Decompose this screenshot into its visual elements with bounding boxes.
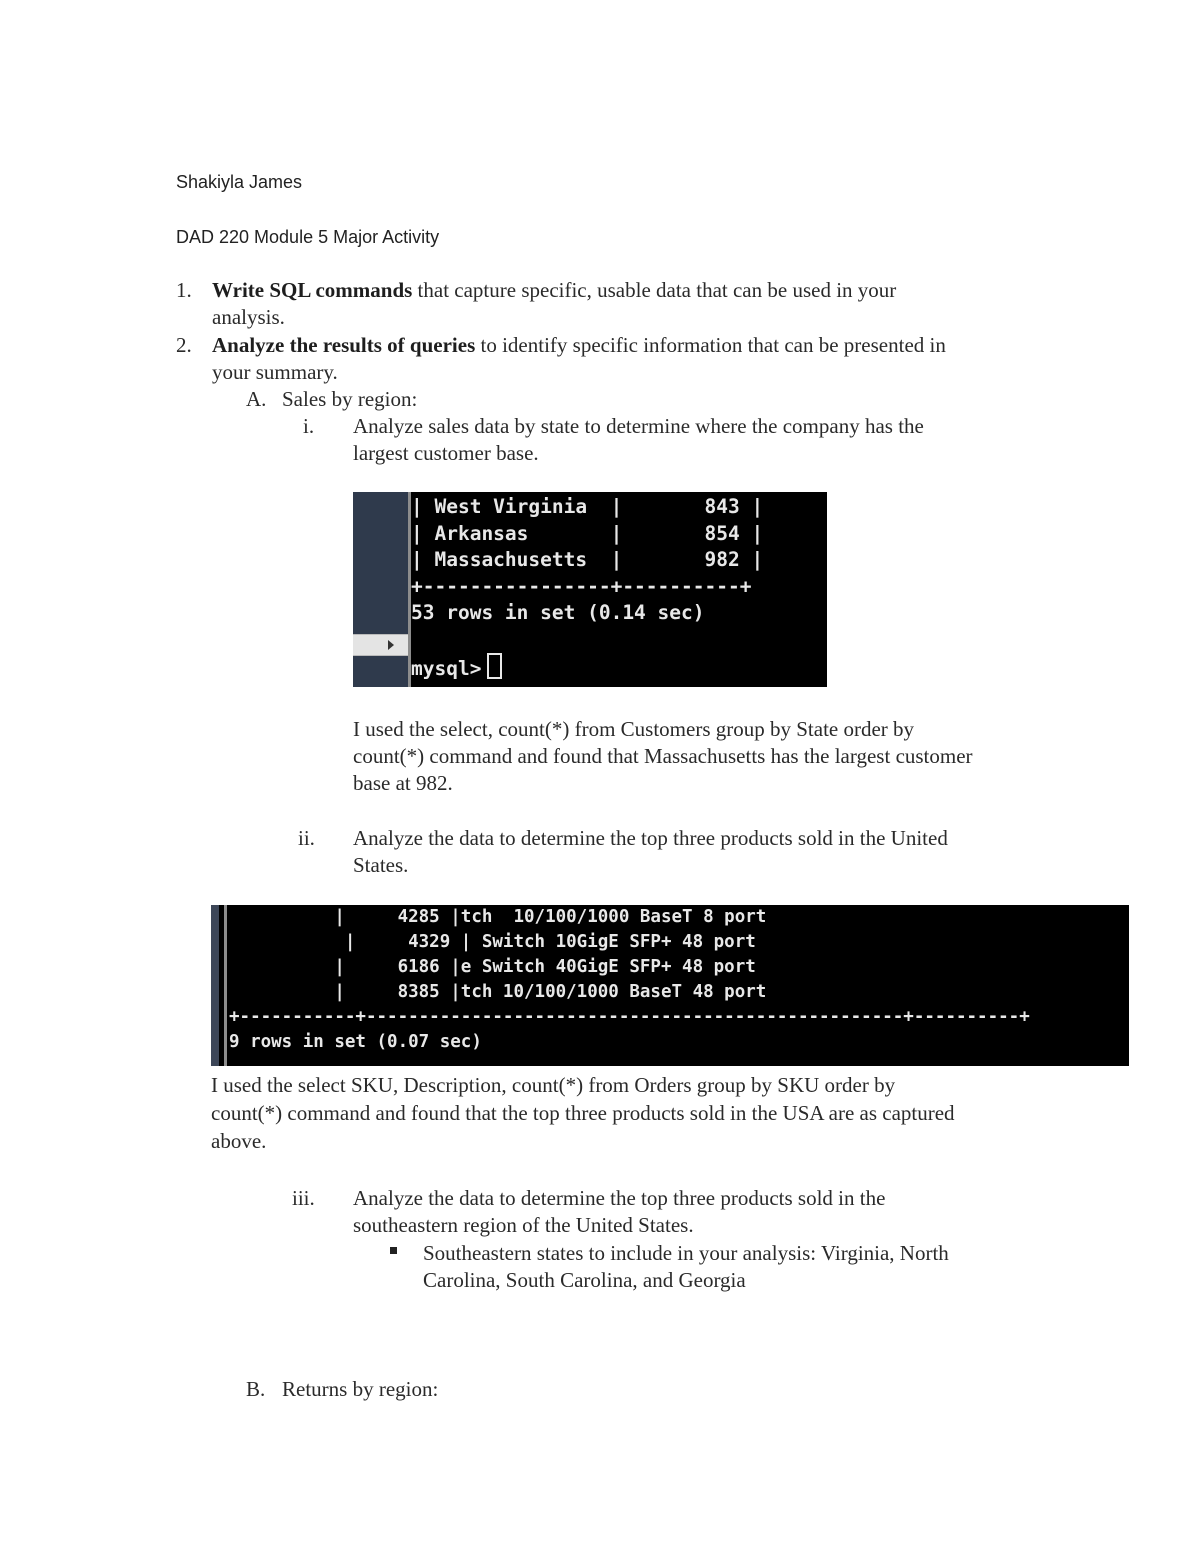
- terminal-2-row: | 8385 |tch 10/100/1000 BaseT 48 port: [229, 982, 767, 1002]
- list-number-1: 1.: [176, 278, 192, 302]
- item-2-rest: to identify specific information that can be presented in: [475, 333, 946, 357]
- answer-2-line3: above.: [211, 1129, 267, 1153]
- terminal-2-row: | 4329 | Switch 10GigE SFP+ 48 port: [229, 932, 756, 952]
- mysql-prompt[interactable]: [411, 653, 821, 683]
- item-1-line2: analysis.: [212, 305, 285, 329]
- terminal-screenshot-2: [211, 905, 1129, 1066]
- item-iii-line2: southeastern region of the United States.: [353, 1213, 694, 1237]
- terminal-2-border: +-----------+---------------------------------------------------+----------+: [229, 1007, 1030, 1027]
- terminal-1-footer: 53 rows in set (0.14 sec): [411, 601, 705, 624]
- item-i-text: [353, 413, 924, 467]
- item-2-bold: Analyze the results of queries: [212, 333, 476, 357]
- answer-1: [353, 716, 973, 797]
- item-ii-line1: Analyze the data to determine the top three products sold in the United: [353, 826, 948, 850]
- list-number-2: 2.: [176, 333, 192, 357]
- answer-1-line1: I used the select, count(*) from Customers group by State order by: [353, 717, 915, 741]
- text-cursor-icon: [487, 653, 502, 679]
- item-i-line1: Analyze sales data by state to determine where the company has the: [353, 414, 924, 438]
- terminal-1-row: | West Virginia | 843 |: [411, 495, 764, 518]
- scroll-arrow-button[interactable]: [353, 634, 408, 656]
- terminal-1-output: [411, 494, 821, 682]
- answer-1-line2: count(*) command and found that Massachusetts has the largest customer: [353, 744, 973, 768]
- answer-2: [211, 1071, 955, 1155]
- section-b-letter: B.: [246, 1377, 266, 1401]
- mysql-prompt-text: mysql>: [411, 656, 482, 680]
- item-i-line2: largest customer base.: [353, 441, 539, 465]
- terminal-2-row: | 6186 |e Switch 40GigE SFP+ 48 port: [229, 957, 756, 977]
- answer-2-line2: count(*) command and found that the top three products sold in the USA are as captured: [211, 1101, 955, 1125]
- southeastern-states-note: [423, 1240, 949, 1294]
- square-bullet-icon: [390, 1247, 397, 1254]
- terminal-2-row: | 4285 |tch 10/100/1000 BaseT 8 port: [229, 907, 767, 927]
- item-ii-line2: States.: [353, 853, 409, 877]
- section-a-letter: A.: [246, 387, 267, 411]
- answer-1-line3: base at 982.: [353, 771, 453, 795]
- terminal-screenshot-1: [353, 492, 827, 687]
- item-1-text: [212, 277, 896, 331]
- item-iii-text: [353, 1185, 885, 1239]
- caret-right-icon: [388, 640, 394, 650]
- bullet-line2: Carolina, South Carolina, and Georgia: [423, 1268, 746, 1292]
- section-a-label: Sales by region:: [282, 387, 418, 411]
- roman-iii: iii.: [292, 1186, 315, 1210]
- document-title: DAD 220 Module 5 Major Activity: [176, 227, 440, 247]
- item-2-text: [212, 332, 946, 386]
- terminal-2-output: [229, 905, 1030, 1055]
- bullet-line1: Southeastern states to include in your analysis: Virginia, North: [423, 1241, 949, 1265]
- answer-2-line1: I used the select SKU, Description, count(*) from Orders group by SKU order by: [211, 1073, 896, 1097]
- roman-ii: ii.: [298, 826, 315, 850]
- terminal-sidebar: [353, 492, 408, 687]
- item-iii-line1: Analyze the data to determine the top three products sold in the: [353, 1186, 886, 1210]
- section-b-label: Returns by region:: [282, 1377, 439, 1401]
- item-1-bold: Write SQL commands: [212, 278, 413, 302]
- roman-i: i.: [303, 414, 315, 438]
- item-1-rest: that capture specific, usable data that can be used in your: [412, 278, 897, 302]
- item-ii-text: [353, 825, 948, 879]
- terminal-1-border: +----------------+----------+: [411, 574, 752, 598]
- terminal-2-footer: 9 rows in set (0.07 sec): [229, 1032, 482, 1052]
- author-name: Shakiyla James: [176, 172, 303, 192]
- terminal-2-edge: [211, 905, 219, 1066]
- terminal-2-divider: [224, 905, 227, 1066]
- terminal-1-row: | Arkansas | 854 |: [411, 521, 764, 545]
- item-2-line2: your summary.: [212, 360, 338, 384]
- terminal-1-row: | Massachusetts | 982 |: [411, 548, 764, 571]
